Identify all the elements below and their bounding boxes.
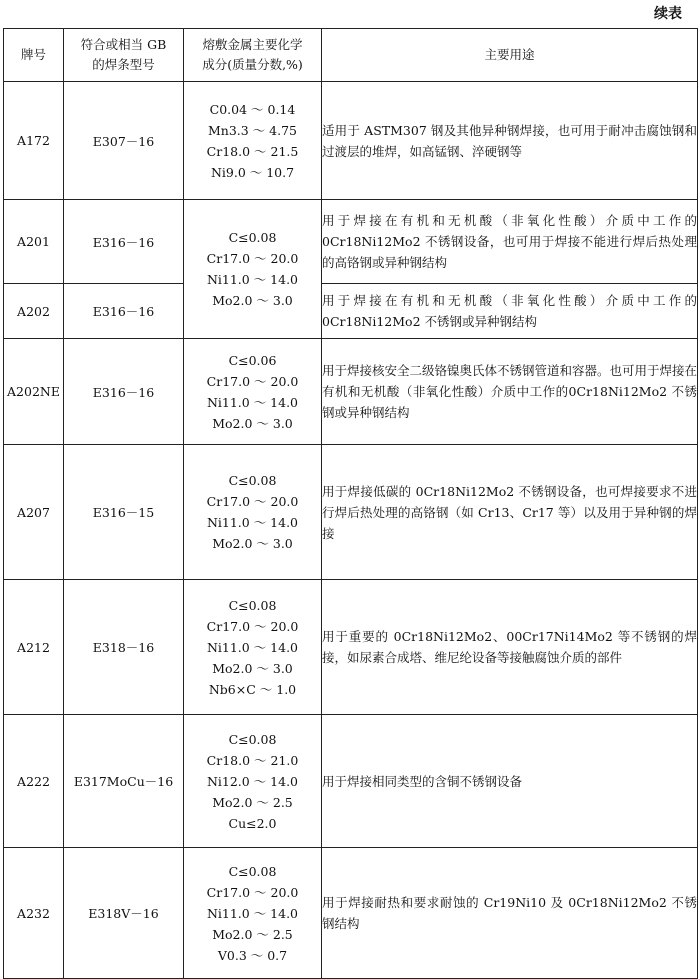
model-cell: E316－16 (64, 284, 184, 339)
header-gb-model-line1: 符合或相当 GB (80, 37, 167, 52)
brand-cell: A202 (4, 284, 64, 339)
composition-line: Mo2.0 ～ 3.0 (212, 536, 293, 551)
composition-line: Ni11.0 ～ 14.0 (206, 272, 299, 287)
composition-line: Ni11.0 ～ 14.0 (206, 394, 299, 410)
header-composition (184, 29, 322, 82)
header-composition-line2: 成分(质量分数,%) (202, 57, 303, 72)
composition-line: C≤0.08 (228, 863, 277, 879)
composition-line: Mn3.3 ～ 4.75 (207, 122, 297, 138)
brand-cell: A232 (4, 848, 64, 979)
composition-line: Mo2.0 ～ 2.5 (212, 794, 293, 810)
model-cell: E316－16 (64, 339, 184, 445)
usage-cell: 用于焊接相同类型的含铜不锈钢设备 (322, 715, 698, 848)
composition-line: C≤0.08 (228, 597, 277, 613)
table-row (4, 82, 698, 200)
model-cell: E316－15 (64, 445, 184, 580)
brand-cell: A222 (4, 715, 64, 848)
welding-electrode-table (3, 28, 698, 979)
composition-line: Ni11.0 ～ 14.0 (206, 639, 299, 655)
composition-line: Ni11.0 ～ 14.0 (206, 515, 299, 530)
composition-line: Cr17.0 ～ 20.0 (206, 251, 299, 266)
brand-cell: A207 (4, 445, 64, 580)
model-cell: E317MoCu－16 (64, 715, 184, 848)
header-gb-model-line2: 的焊条型号 (92, 57, 155, 72)
table-row (4, 200, 698, 284)
usage-cell: 适用于 ASTM307 钢及其他异种钢焊接，也可用于耐冲击腐蚀钢和过渡层的堆焊，如高锰钢、淬硬钢等 (322, 82, 698, 200)
composition-line: C≤0.08 (228, 473, 277, 488)
composition-line: Cr17.0 ～ 20.0 (206, 494, 299, 509)
usage-cell: 用于重要的 0Cr18Ni12Mo2、00Cr17Ni14Mo2 等不锈钢的焊接，如尿素合成塔、维尼纶设备等接触腐蚀介质的部件 (322, 580, 698, 715)
composition-line: Ni11.0 ～ 14.0 (206, 905, 299, 921)
composition-line: Ni9.0 ～ 10.7 (210, 164, 295, 180)
composition-line: Cr18.0 ～ 21.5 (206, 143, 299, 159)
composition-cell (184, 580, 322, 715)
composition-line: Mo2.0 ～ 3.0 (212, 660, 293, 676)
model-cell: E307－16 (64, 82, 184, 200)
composition-line: Cr17.0 ～ 20.0 (206, 884, 299, 900)
header-usage: 主要用途 (322, 29, 698, 82)
brand-cell: A201 (4, 200, 64, 284)
header-row (4, 29, 698, 82)
continued-label: 续表 (654, 6, 682, 22)
header-brand: 牌号 (4, 29, 64, 82)
composition-line: C≤0.06 (228, 352, 277, 368)
composition-line: C≤0.08 (228, 230, 277, 245)
usage-cell: 用于焊接低碳的 0Cr18Ni12Mo2 不锈钢设备，也可焊接要求不进行焊后热处理的高铬钢（如 Cr13、Cr17 等）以及用于异种钢的焊接 (322, 445, 698, 580)
composition-cell (184, 200, 322, 339)
table-row (4, 580, 698, 715)
composition-line: C≤0.08 (228, 731, 277, 747)
usage-cell: 用于焊接在有机和无机酸（非氧化性酸）介质中工作的0Cr18Ni12Mo2 不锈钢设备，也可用于焊接不能进行焊后热处理的高铬钢或异种钢结构 (322, 200, 698, 284)
composition-cell (184, 445, 322, 580)
table-row (4, 284, 698, 339)
composition-cell (184, 848, 322, 979)
brand-cell: A212 (4, 580, 64, 715)
composition-line: Mo2.0 ～ 3.0 (212, 293, 293, 308)
header-composition-line1: 熔敷金属主要化学 (202, 37, 303, 52)
composition-line: Cr17.0 ～ 20.0 (206, 373, 299, 389)
composition-cell (184, 339, 322, 445)
composition-line: C0.04 ～ 0.14 (209, 101, 296, 117)
usage-cell: 用于焊接在有机和无机酸（非氧化性酸）介质中工作的0Cr18Ni12Mo2 不锈钢或异种钢结构 (322, 284, 698, 339)
composition-line: Cr17.0 ～ 20.0 (206, 618, 299, 634)
model-cell: E318－16 (64, 580, 184, 715)
usage-cell: 用于焊接耐热和要求耐蚀的 Cr19Ni10 及 0Cr18Ni12Mo2 不锈钢结构 (322, 848, 698, 979)
table-row (4, 715, 698, 848)
brand-cell: A172 (4, 82, 64, 200)
table-row (4, 445, 698, 580)
composition-cell (184, 715, 322, 848)
model-cell: E316－16 (64, 200, 184, 284)
table-row (4, 339, 698, 445)
composition-line: V0.3 ～ 0.7 (217, 947, 288, 963)
composition-line: Cr18.0 ～ 21.0 (206, 752, 299, 768)
composition-line: Nb6×C ～ 1.0 (208, 681, 297, 697)
composition-line: Mo2.0 ～ 3.0 (212, 415, 293, 431)
composition-line: Ni12.0 ～ 14.0 (206, 773, 299, 789)
header-gb-model (64, 29, 184, 82)
composition-line: Cu≤2.0 (228, 815, 277, 831)
composition-cell (184, 82, 322, 200)
composition-line: Mo2.0 ～ 2.5 (212, 926, 293, 942)
usage-cell: 用于焊接核安全二级铬镍奥氏体不锈钢管道和容器。也可用于焊接在有机和无机酸（非氧化性酸）介质中工作的0Cr18Ni12Mo2 不锈钢或异种钢结构 (322, 339, 698, 445)
table-row (4, 848, 698, 979)
brand-cell: A202NE (4, 339, 64, 445)
model-cell: E318V－16 (64, 848, 184, 979)
